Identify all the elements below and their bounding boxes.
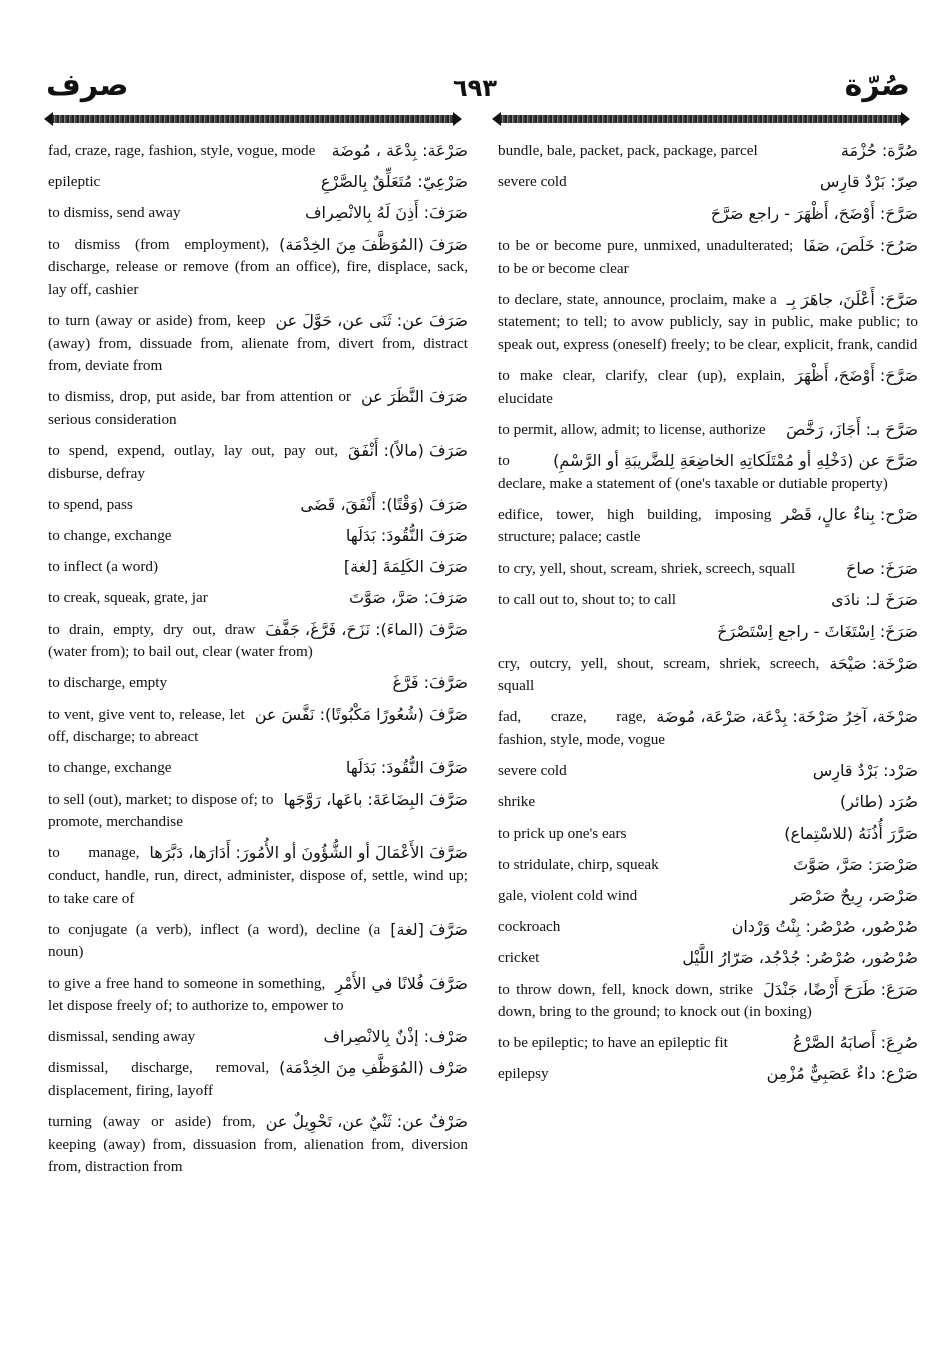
arabic-headword: صَرَّفَ النُّقُودَ: بَدَلَها [345,758,468,778]
arabic-headword: صَرَّحَ عن (دَخْلِهِ أو مُمْتَلَكاتِهِ الخاضِعَةِ لِلضَّريبَةِ أو الرَّسْمِ) [553,451,918,471]
rule-arrow-icon [448,112,462,126]
dictionary-entry [498,620,918,644]
arabic-headword: صَرَفَ: صَرَّ، صَوَّتَ [348,588,468,608]
dictionary-entry [498,171,918,194]
dictionary-entry [498,140,918,163]
decorative-rule-left [44,112,462,126]
english-definition: to conjugate (a verb), inflect (a word), decline (a noun) [48,920,381,961]
dictionary-entry [498,202,918,226]
arabic-headword: صَرَفَ النَّظَرَ عن [361,387,468,407]
english-definition: fad, craze, rage, fashion, style, mode, vogue [498,708,666,748]
arabic-headword: صُرِعَ: أَصابَهُ الصَّرْعُ [792,1033,918,1053]
arabic-headword: صَرْخَة: صَيْحَة [829,653,918,673]
english-definition: to stridulate, chirp, squeak [498,855,659,873]
english-definition: to discharge, empty [48,674,168,692]
dictionary-entry [48,704,468,749]
english-definition: dismissal, sending away [48,1028,196,1046]
english-definition: to throw down, fell, knock down, strike down, bring to the ground; to knock out (in boxing) [498,980,812,1021]
english-definition: to be or become pure, unmixed, unadulterated; to be or become clear [498,236,794,277]
arabic-headword: صَرَفَ (المُوَظَّفَ مِنَ الخِدْمَة) [279,234,468,254]
english-definition: edifice, tower, high building, imposing structure; palace; castle [498,505,772,546]
arabic-headword: صَرْف: إذْنٌ بِالانْصِراف [323,1027,468,1047]
arabic-headword: صَرْعِيّ: مُتَعَلِّقٌ بِالصَّرْعِ [320,172,468,192]
arabic-headword: صَرَّرَ أُذُنَهُ (للاسْتِماع) [784,823,918,843]
arabic-headword: صَرْح: بِناءٌ عالٍ، قَصْر [781,504,918,524]
arabic-headword: صَرَخَ: صاحَ [845,558,918,578]
decorative-rule-right [492,112,910,126]
arabic-headword: صَرَّفَ [لغة] [390,919,468,939]
arabic-cross-reference: صَرَخَ: اِسْتَغَاثَ - راجع اِسْتَصْرَخَ [717,622,918,642]
arabic-headword: صَرَفَ: أَذِنَ لَهُ بِالانْصِراف [304,203,468,223]
english-definition: to inflect (a word) [48,558,159,576]
dictionary-entry [498,791,918,814]
english-definition: to dismiss, drop, put aside, bar from attention or serious consideration [48,388,351,428]
dictionary-entry [48,672,468,695]
dictionary-entry [48,1111,468,1179]
arabic-headword: صَرَّفَ (الماءَ): نَزَحَ، فَرَّغَ، جَفَّفَ [265,619,468,639]
dictionary-entry [48,202,468,225]
arabic-headword: صَرْصَر، رِيحٌ صَرْصَر [790,885,918,905]
arabic-headword: صَرَّفَ (شُعُورًا مَكْبُوتًا): نَفَّسَ عن [254,704,468,724]
dictionary-entry [48,234,468,302]
english-definition: to be epileptic; to have an epileptic fit [498,1034,728,1052]
english-definition: gale, violent cold wind [498,886,638,904]
dictionary-entry [498,1063,918,1086]
english-definition: to change, exchange [48,759,172,777]
arabic-headword: صَرْد: بَرْدٌ قارِس [812,761,918,781]
dictionary-entry [498,289,918,357]
guide-word-right: صُرّة [844,68,910,103]
english-definition: to sell (out), market; to dispose of; to promote, merchandise [48,790,274,831]
dictionary-entry [498,589,918,612]
arabic-headword: صَرْصَرَ: صَرَّ، صَوَّتَ [793,854,918,874]
dictionary-entry [48,587,468,610]
dictionary-entry [498,1032,918,1055]
english-definition: to call out to, shout to; to call [498,590,677,608]
english-definition: to vent, give vent to, release, let off, discharge; to abreact [48,705,245,746]
english-definition: severe cold [498,762,567,780]
english-definition: to prick up one's ears [498,824,627,842]
arabic-headword: صَرَّفَ البِضَاعَةَ: باعَها، رَوَّجَها [283,789,468,809]
arabic-headword: صَرَخَ لـ: نادَى [831,589,918,609]
arabic-headword: صَرَفَ الكَلِمَةَ [لغة] [343,557,468,577]
dictionary-entry [48,140,468,163]
dictionary-entry [48,386,468,431]
dictionary-entry [48,171,468,194]
dictionary-entry [48,1057,468,1102]
arabic-headword: صَرَفَ عن: ثَنَى عن، حَوَّلَ عن [275,310,468,330]
dictionary-entry [48,919,468,964]
left-column [48,140,468,1188]
arabic-headword: صَرَفَ (مالاً): أَنْفَقَ [348,441,468,461]
arabic-headword: صُرْصُور، صُرْصُر: بِنْتُ وَرْدان [731,917,918,937]
arabic-headword: صَرْف (المُوَظَّفِ مِنَ الخِدْمَة) [279,1058,468,1078]
english-definition: cricket [498,949,540,967]
dictionary-entry [498,760,918,783]
english-definition: cry, outcry, yell, shout, scream, shriek, screech, squall [498,654,820,695]
dictionary-entry [48,440,468,485]
arabic-headword: صَرَّحَ بـ: أَجَازَ، رَخَّصَ [786,419,918,439]
arabic-headword: صَرَفَ النُّقُودَ: بَدَلَها [345,526,468,546]
dictionary-entry [498,979,918,1024]
dictionary-entry [48,1026,468,1049]
arabic-cross-reference: صَرَّحَ: أَوْضَحَ، أَظْهَرَ - راجع صَرَّحَ [710,204,918,224]
english-definition: cockroach [498,918,561,936]
dictionary-entry [498,885,918,908]
arabic-headword: صَرْخَة، آخِرُ صَرْخَة: بِدْعَة، صَرْعَة، مُوضَة [656,707,918,727]
english-definition: to declare, make a statement of (one's taxable or dutiable property) [498,452,888,492]
rule-band [500,115,902,123]
english-definition: to spend, expend, outlay, lay out, pay out, disburse, defray [48,442,339,482]
english-definition: shrike [498,793,536,811]
arabic-headword: صَرَّحَ: أَوْضَحَ، أَظْهَرَ [795,366,918,386]
dictionary-entry [498,916,918,939]
dictionary-entry [498,947,918,970]
dictionary-entry [48,757,468,780]
page-header [40,68,910,108]
english-definition: to give a free hand to someone in something, let dispose freely of; to authorize to, empower to [48,974,344,1015]
english-definition: to creak, squeak, grate, jar [48,589,208,607]
dictionary-entry [498,823,918,846]
english-definition: fad, craze, rage, fashion, style, vogue, mode [48,142,316,159]
dictionary-entry [48,973,468,1018]
dictionary-entry [48,842,468,910]
arabic-headword: صَرَّفَ الأَعْمَالَ أو الشُّؤُونَ أو الأُمُورَ: أَدَارَها، دَبَّرَها [149,843,468,863]
arabic-headword: صَرَّفَ: فَرَّغَ [392,673,468,693]
dictionary-entry [498,854,918,877]
english-definition: to dismiss, send away [48,204,181,222]
dictionary-entry [498,558,918,581]
rule-band [52,115,454,123]
english-definition: to manage, conduct, handle, run, direct, administer, dispose of, settle, wind up; to take care of [48,844,468,907]
english-definition: to dismiss (from employment), discharge, release or remove (from an office), fire, displace, sack, lay off, cashier [48,235,468,298]
english-definition: turning (away or aside) from, keeping (away) from, dissuasion from, alienation from, diversion from, distraction from [48,1113,468,1176]
english-definition: to make clear, clarify, clear (up), explain, elucidate [498,367,786,407]
dictionary-entry [48,525,468,548]
arabic-headword: صَرَفَ (وَقْتًا): أَنْفَقَ، قَضَى [300,494,468,514]
dictionary-entry [498,235,918,280]
english-definition: epileptic [48,173,101,191]
dictionary-entry [48,494,468,517]
dictionary-entry [48,619,468,664]
english-definition: to cry, yell, shout, scream, shriek, screech, squall [498,559,796,577]
arabic-headword: صُرْصُور، صُرْصُر: جُدْجُد، صَرّارُ اللَّيْل [682,948,918,968]
dictionary-entry [498,706,918,751]
arabic-headword: صِرّ: بَرْدٌ قارِس [819,172,918,192]
arabic-headword: صَرْعَة: بِدْعَة ، مُوضَة [331,141,468,160]
english-definition: epilepsy [498,1065,549,1083]
right-column [498,140,918,1095]
arabic-headword: صَرَّحَ: أَعْلَنَ، جاهَرَ بِـ [786,289,918,309]
english-definition: bundle, bale, packet, pack, package, parcel [498,142,758,159]
english-definition: to turn (away or aside) from, keep (away) from, dissuade from, alienate from, divert from, distract from, deviate from [48,311,468,375]
dictionary-entry [48,789,468,834]
english-definition: to drain, empty, dry out, draw (water from); to bail out, clear (water from) [48,620,313,661]
dictionary-entry [48,556,468,579]
arabic-headword: صَرْع: داءٌ عَصَبِيٌّ مُزْمِن [766,1064,918,1084]
english-definition: severe cold [498,173,567,191]
dictionary-entry [498,504,918,549]
english-definition: dismissal, discharge, removal, displacement, firing, layoff [48,1059,270,1100]
english-definition: to spend, pass [48,495,133,513]
english-definition: to change, exchange [48,527,172,545]
dictionary-entry [498,419,918,442]
arabic-headword: صَرُحَ: خَلَصَ، صَفَا [803,235,918,255]
arabic-headword: صُرَد (طائر) [840,792,918,812]
arabic-headword: صَرَعَ: طَرَحَ أَرْضًا، جَنْدَلَ [762,979,918,999]
dictionary-entry [498,653,918,698]
rule-arrow-icon [896,112,910,126]
dictionary-entry [498,365,918,410]
arabic-headword: صَرْفٌ عن: ثَنْيٌ عن، تَحْوِيلٌ عن [265,1112,468,1132]
page-number: ٦٩٣ [453,74,497,102]
english-definition: to permit, allow, admit; to license, authorize [498,420,766,438]
dictionary-entry [498,450,918,495]
guide-word-left: صرف [46,68,129,103]
english-definition: to declare, state, announce, proclaim, make a statement; to tell; to avow publicly, say in public, make public; to speak out, express (oneself) freely; to be clear, explicit, frank, candid [498,290,918,353]
arabic-headword: صُرَّة: حُزْمَة [840,141,918,160]
arabic-headword: صَرَّفَ فُلانًا في الأَمْرِ [335,973,468,993]
dictionary-entry [48,310,468,378]
